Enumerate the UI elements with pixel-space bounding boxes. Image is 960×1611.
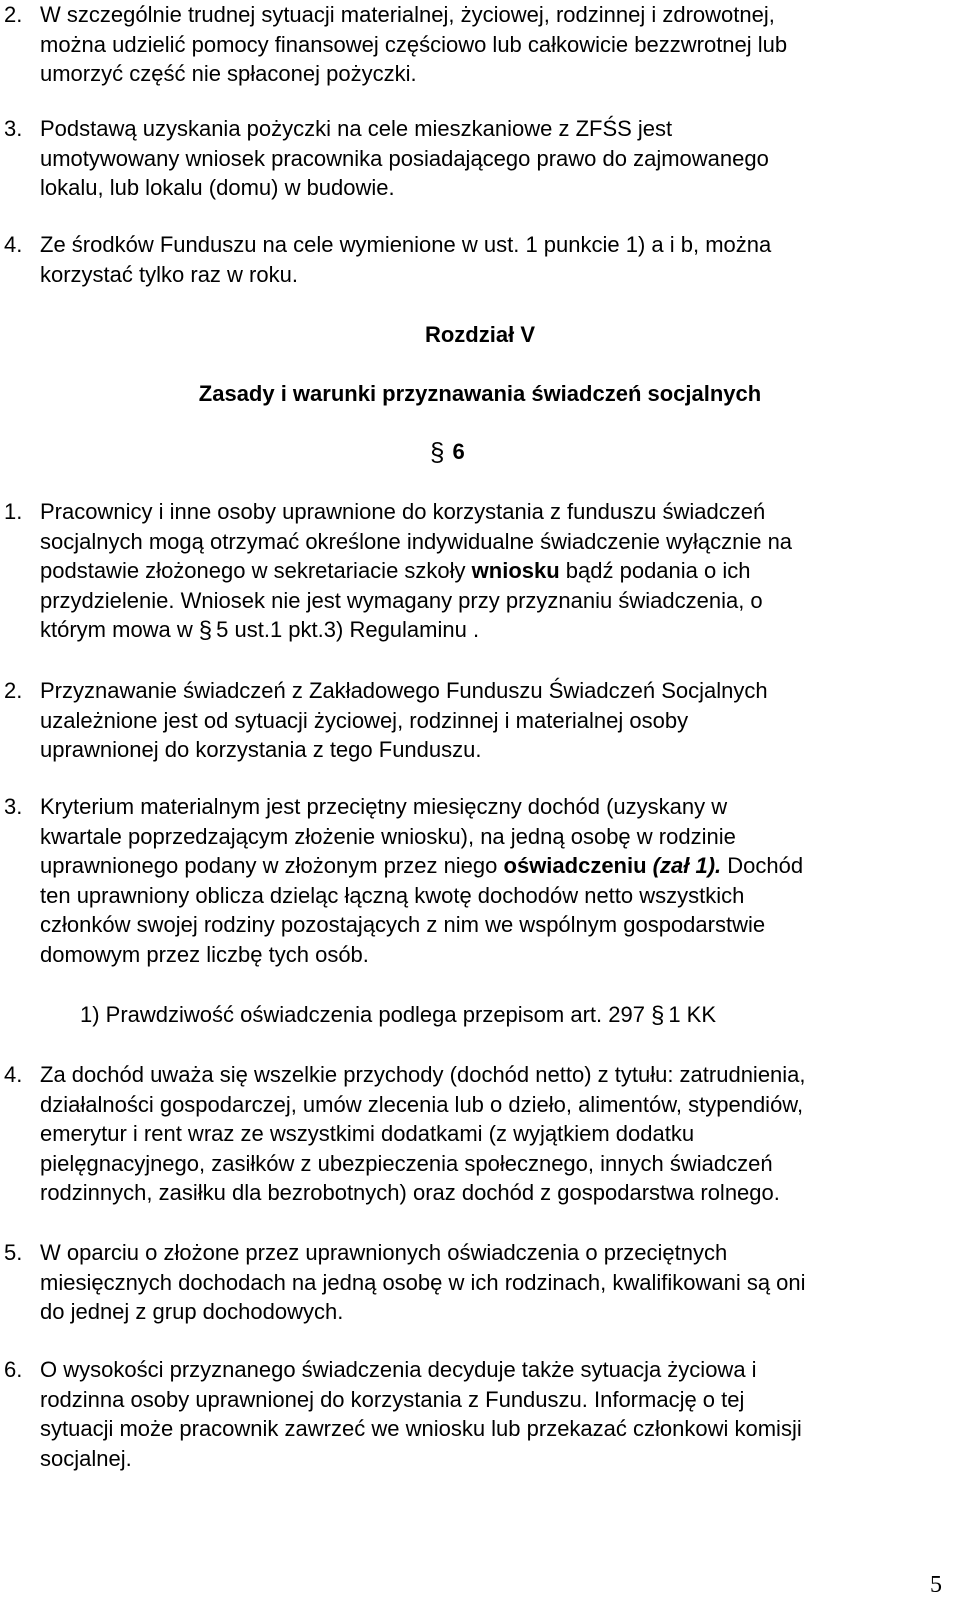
section-number: 6 — [452, 439, 465, 464]
sub-item-1 — [80, 1000, 716, 1031]
text-segment: 5 ust.1 pkt.3) Regulaminu . — [216, 617, 480, 642]
item-number: 5. — [4, 1240, 23, 1265]
text-line: Za dochód uważa się wszelkie przychody (dochód netto) z tytułu: zatrudnienia, — [40, 1062, 806, 1087]
attachment-reference: (zał 1). — [646, 853, 722, 878]
paragraph-item-4 — [0, 230, 960, 289]
text-segment: bądź podania o ich — [559, 558, 751, 583]
text-segment: którym mowa w — [40, 617, 193, 642]
section-symbol: § — [198, 617, 213, 644]
paragraph-item-3 — [0, 114, 960, 203]
item-number: 3. — [4, 794, 23, 819]
section-symbol: § — [430, 437, 445, 467]
item-number: 4. — [4, 1062, 23, 1087]
section-heading — [430, 437, 465, 468]
bold-term-wniosku: wniosku — [471, 558, 560, 583]
text-line: rodzinna osoby uprawnionej do korzystania z Funduszu. Informację o tej — [40, 1386, 745, 1412]
text-line: przydzielenie. Wniosek nie jest wymagany przy przyznaniu świadczenia, o — [40, 587, 763, 613]
paragraph-item-2 — [0, 0, 960, 89]
text-line: O wysokości przyznanego świadczenia decyduje także sytuacja życiowa i — [40, 1357, 757, 1382]
text-line: umorzyć część nie spłaconej pożyczki. — [40, 61, 417, 86]
text-line: Przyznawanie świadczeń z Zakładowego Funduszu Świadczeń Socjalnych — [40, 678, 768, 703]
text-line: domowym przez liczbę tych osób. — [40, 941, 369, 967]
text-segment: uprawnionego podany w złożonym przez niego — [40, 853, 504, 878]
item-number: 4. — [4, 232, 23, 257]
page-number: 5 — [930, 1572, 942, 1598]
item-number: 2. — [4, 2, 23, 27]
text-line — [40, 615, 945, 646]
section6-item-3 — [0, 792, 960, 969]
text-line: socjalnych mogą otrzymać określone indywidualne świadczenie wyłącznie na — [40, 528, 793, 554]
bold-term-oswiadczeniu: oświadczeniu — [503, 853, 647, 878]
text-line: socjalnej. — [40, 1445, 132, 1471]
text-line: członków swojej rodziny pozostających z nim we wspólnym gospodarstwie — [40, 912, 766, 937]
section6-item-5 — [0, 1238, 960, 1327]
text-line: rodzinnych, zasiłku dla bezrobotnych) oraz dochód z gospodarstwa rolnego. — [40, 1180, 780, 1205]
text-segment: 1 KK — [668, 1002, 717, 1027]
text-line — [40, 851, 945, 881]
text-line: Podstawą uzyskania pożyczki na cele mieszkaniowe z ZFŚS jest — [40, 116, 673, 141]
item-number: 6. — [4, 1357, 23, 1382]
text-line: działalności gospodarczej, umów zlecenia lub o dzieło, alimentów, stypendiów, — [40, 1091, 804, 1117]
text-line: do jednej z grup dochodowych. — [40, 1299, 344, 1324]
text-line: lokalu, lub lokalu (domu) w budowie. — [40, 175, 395, 200]
text-line: miesięcznych dochodach na jedną osobę w ich rodzinach, kwalifikowani są oni — [40, 1269, 806, 1295]
section-symbol: § — [650, 1002, 665, 1029]
text-line: Pracownicy i inne osoby uprawnione do korzystania z funduszu świadczeń — [40, 499, 766, 524]
text-line: uprawnionej do korzystania z tego Funduszu. — [40, 737, 482, 762]
chapter-title: Rozdział V — [424, 322, 535, 347]
section6-item-1 — [0, 497, 960, 646]
section6-item-6 — [0, 1355, 960, 1473]
item-number: 2. — [4, 678, 23, 703]
text-line: W oparciu o złożone przez uprawnionych oświadczenia o przeciętnych — [40, 1240, 728, 1265]
text-line: uzależnione jest od sytuacji życiowej, rodzinnej i materialnej osoby — [40, 707, 689, 733]
text-line: można udzielić pomocy finansowej częściowo lub całkowicie bezzwrotnej lub — [40, 31, 788, 57]
text-line: kwartale poprzedzającym złożenie wniosku), na jedną osobę w rodzinie — [40, 823, 736, 849]
text-segment: Dochód — [721, 853, 804, 878]
text-line: ten uprawniony oblicza dzieląc łączną kwotę dochodów netto wszystkich — [40, 882, 745, 908]
text-segment: podstawie złożonego w sekretariacie szkoły — [40, 558, 472, 583]
chapter-subtitle: Zasady i warunki przyznawania świadczeń socjalnych — [198, 381, 762, 406]
text-line — [40, 556, 945, 586]
text-line: pielęgnacyjnego, zasiłków z ubezpieczenia społecznego, innych świadczeń — [40, 1150, 773, 1176]
item-number: 3. — [4, 116, 23, 141]
text-segment: 1) Prawdziwość oświadczenia podlega przepisom art. 297 — [80, 1002, 645, 1027]
text-line: Ze środków Funduszu na cele wymienione w ust. 1 punkcie 1) a i b, można — [40, 232, 772, 257]
item-number: 1. — [4, 499, 23, 524]
section6-item-2 — [0, 676, 960, 765]
text-line: korzystać tylko raz w roku. — [40, 261, 298, 287]
text-line: umotywowany wniosek pracownika posiadającego prawo do zajmowanego — [40, 145, 769, 171]
text-line: emerytur i rent wraz ze wszystkimi dodatkami (z wyjątkiem dodatku — [40, 1121, 695, 1146]
text-line: sytuacji może pracownik zawrzeć we wniosku lub przekazać członkowi komisji — [40, 1416, 802, 1441]
section6-item-4 — [0, 1060, 960, 1208]
text-line: Kryterium materialnym jest przeciętny miesięczny dochód (uzyskany w — [40, 794, 728, 819]
text-line: W szczególnie trudnej sytuacji materialnej, życiowej, rodzinnej i zdrowotnej, — [40, 2, 775, 27]
